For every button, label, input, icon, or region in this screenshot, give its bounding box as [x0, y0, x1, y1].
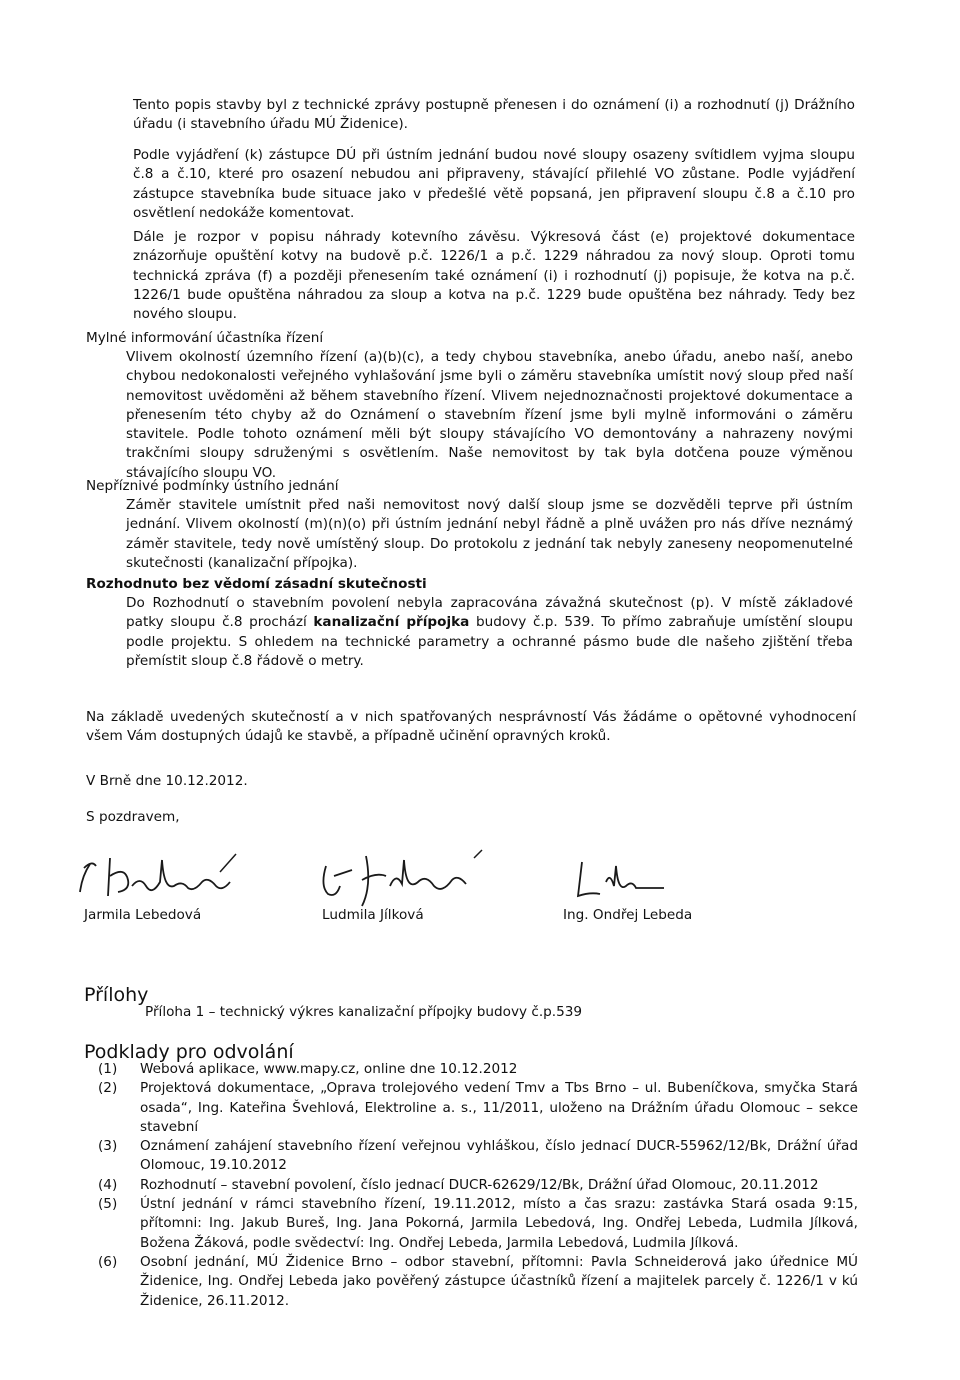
paragraph-dp-statement: Podle vyjádření (k) zástupce DÚ při ústním jednání budou nové sloupy osazeny svítidlem vyjma sloupu č.8 a č.10, které pro osazení nebudou ani připraveny, stávající přilehlé VO zůstane. Podle vyjádření zástupce stavebníka bude situace jako v předešlé větě popsaná, jen připravení sloupu č.8 a č.10 pro osvětlení nedokáže komentovat. [133, 147, 855, 221]
reference-number: (1) [98, 1061, 118, 1077]
attachment-item-1: Příloha 1 – technický výkres kanalizační přípojky budovy č.p.539 [145, 1004, 583, 1020]
list-item [98, 1137, 858, 1176]
section-text-conditions: Záměr stavitele umístnit před naši nemovitost nový další sloup jsme se dozvěděli teprve při ústním jednání. Vlivem okolností (m)(n)(o) při ústním jednání nebyl řádně a plně uvážen pro nás dříve neznámý záměr stavitele, tedy nově umístěný sloup. Do protokolu z jednání tak nebyly zaneseny neopomenutelné skutečnosti (kanalizační přípojka). [126, 497, 853, 571]
reference-text: Projektová dokumentace, „Oprava trolejového vedení Tmv a Tbs Brno – ul. Bubeníčkova, smyčka Stará osada“, Ing. Kateřina Švehlová, Elektroline a. s., 11/2011, uloženo na Drážním úřadu Olomouc – sekce stavební [140, 1080, 858, 1135]
list-item [98, 1079, 858, 1137]
intro-paragraph: Tento popis stavby byl z technické zprávy postupně přenesen i do oznámení (i) a rozhodnutí (j) Drážního úřadu (i stavebního úřadu MÚ Židenice). [133, 97, 855, 133]
references-list [98, 1060, 858, 1311]
section-title-misinfo: Mylné informování účastníka řízení [86, 330, 324, 346]
references-title: Podklady pro odvolání [84, 1041, 294, 1063]
decision-text-part-1: Do Rozhodnutí o stavebním povolení nebyla zapracována závažná skutečnost (p). V místě základové patky sloupu č.8 prochází [126, 595, 853, 631]
section-title-conditions: Nepříznivé podmínky ústního jednání [86, 478, 339, 494]
reference-number: (2) [98, 1080, 118, 1097]
list-item [98, 1060, 858, 1079]
reference-number: (6) [98, 1253, 118, 1270]
list-item [98, 1195, 858, 1253]
place-date: V Brně dne 10.12.2012. [86, 773, 248, 789]
list-item [98, 1176, 858, 1195]
greeting: S pozdravem, [86, 809, 180, 825]
section-text-misinfo: Vlivem okolností územního řízení (a)(b)(c), a tedy chybou stavebníka, anebo úřadu, anebo naší, anebo chybou nedokonalosti veřejného vyhlašování jsme byli o záměru stavebníka umístit nový sloup před naší nemovitost uvědoměni až během stavebního řízení. Vlivem nejednoznačnosti projektové dokumentace a přenesením této chyby až do Oznámení o stavebním řízení jsme byli mylně informováni o záměru stavitele. Podle tohoto oznámení měli být sloupy stávajícího VO demontovány a nahrazeny novými trakčními sloupy sdruženými s osvětlením. Naše nemovitost by tak byla dotčena pouze výměnou stávajícího sloupu VO. [126, 349, 853, 481]
section-title-decision: Rozhodnuto bez vědomí zásadní skutečnosti [86, 576, 427, 592]
reference-number: (4) [98, 1176, 118, 1193]
decision-text-part-2: budovy č.p. 539. To přímo zabraňuje umístění sloupu podle projektu. S ohledem na technické parametry a ochranné pásmo bude dle našeho zjištění třeba přemístit sloup č.8 řádově o metry. [126, 614, 853, 669]
signatory-name-3: Ing. Ondřej Lebeda [563, 907, 693, 923]
reference-text: Rozhodnutí – stavební povolení, číslo jednací DUCR-62629/12/Bk, Drážní úřad Olomouc, 20.11.2012 [140, 1176, 819, 1193]
signatory-name-1: Jarmila Lebedová [84, 907, 202, 923]
reference-number: (5) [98, 1196, 118, 1213]
section-text-decision [126, 594, 853, 671]
signature-lebeda [570, 852, 690, 912]
signatory-name-2: Ludmila Jílková [322, 907, 424, 923]
reference-number: (3) [98, 1138, 118, 1155]
attachments-title: Přílohy [84, 984, 149, 1006]
reference-text: Osobní jednání, MÚ Židenice Brno – odbor stavební, přítomni: Pavla Schneiderová jako úřednice MÚ Židenice, Ing. Ondřej Lebeda jako pověřený zástupce účastníků řízení a majitelek parcely č. 1226/1 v kú Židenice, 26.11.2012. [140, 1253, 858, 1309]
decision-text-bold: kanalizační přípojka [313, 614, 470, 631]
paragraph-anchor-discrepancy: Dále je rozpor v popisu náhrady kotevního závěsu. Výkresová část (e) projektové dokumentace znázorňuje opuštění kotvy na budově p.č. 1226/1 a p.č. 1229 náhradou za nový sloup. Oproti tomu technická zpráva (f) a později přenesením také oznámení (i) i rozhodnutí (j) popisuje, že kotva na p.č. 1226/1 bude opuštěna náhradou za sloup a kotva na p.č. 1229 bude opuštěna bez náhrady. Tedy bez nového sloupu. [133, 229, 855, 323]
reference-text: Ústní jednání v rámci stavebního řízení, 19.11.2012, místo a čas srazu: zastávka Stará osada 9:15, přítomni: Ing. Jakub Bureš, Ing. Jana Pokorná, Jarmila Lebedová, Ing. Ondřej Lebeda, Ludmila Jílková, Božena Žáková, podle svědectví: Ing. Ondřej Lebeda, Jarmila Lebedová, Ludmila Jílková. [140, 1196, 858, 1251]
reference-text: Webová aplikace, www.mapy.cz, online dne 10.12.2012 [140, 1061, 518, 1077]
list-item [98, 1253, 858, 1311]
request-paragraph: Na základě uvedených skutečností a v nich spatřovaných nesprávností Vás žádáme o opětovné vyhodnocení všem Vám dostupných údajů ke stavbě, a případně učinění opravných kroků. [86, 709, 856, 745]
reference-text: Oznámení zahájení stavebního řízení veřejnou vyhláškou, číslo jednací DUCR-55962/12/Bk, Drážní úřad Olomouc, 19.10.2012 [140, 1138, 858, 1174]
